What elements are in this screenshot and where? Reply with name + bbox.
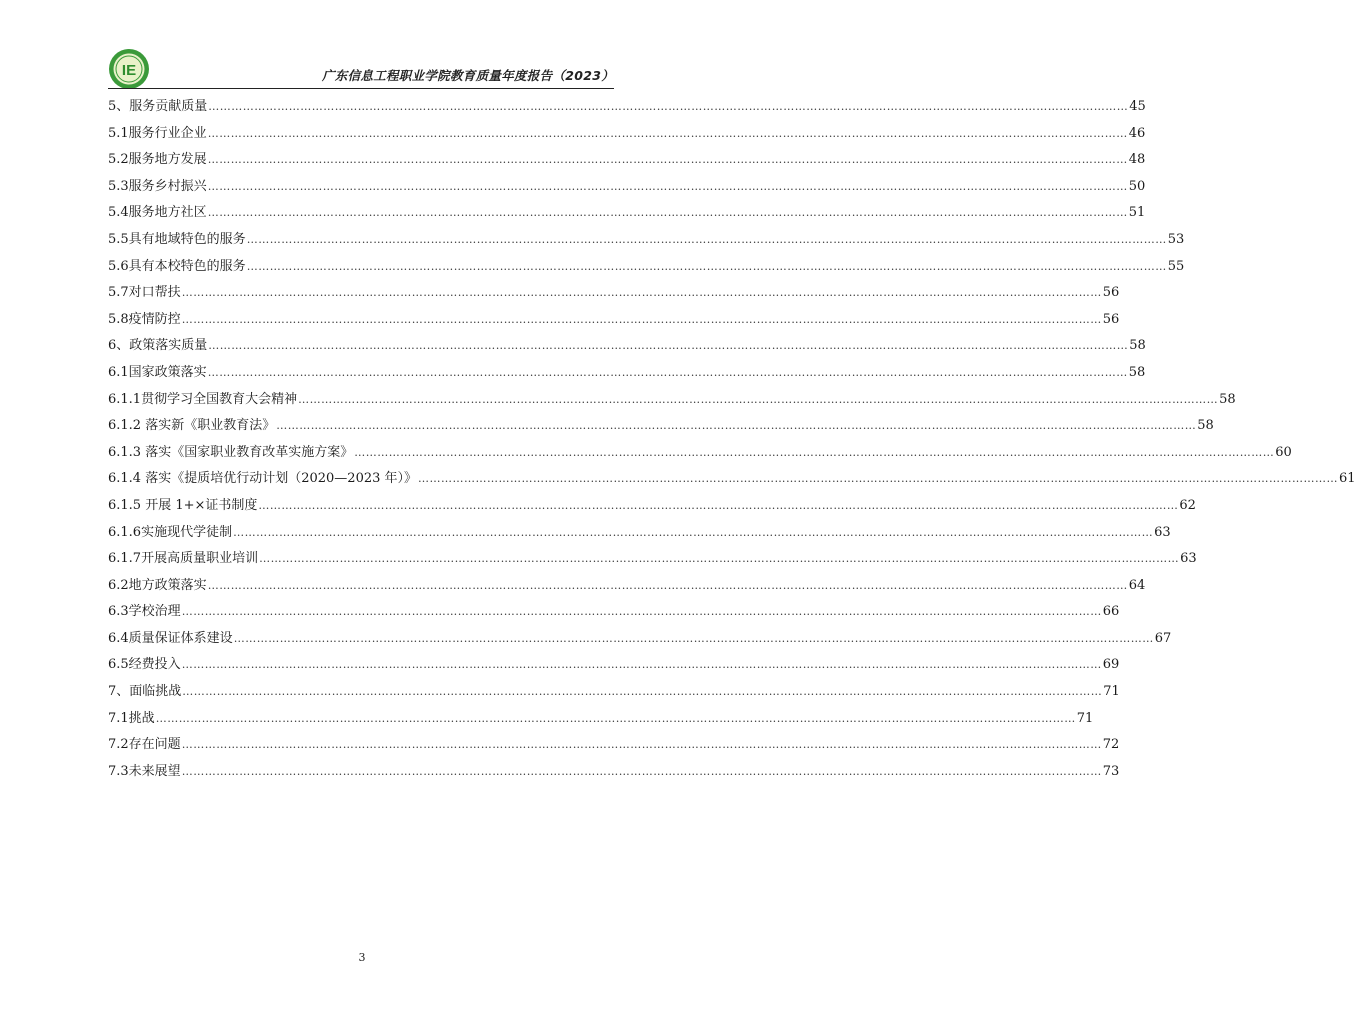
toc-leader-dots: …………………………………………………………………………………………………………………………………………………………………………………………………………………… (207, 126, 1128, 140)
toc-entry-label: 5.5具有地域特色的服务 (108, 231, 246, 247)
toc-entry-page: 46 (1128, 125, 1146, 141)
toc-entry-label: 6.1国家政策落实 (108, 364, 207, 380)
report-header-title: 广东信息工程职业学院教育质量年度报告（2023） (322, 68, 614, 83)
toc-entry[interactable] (108, 360, 1146, 387)
toc-entry[interactable] (108, 121, 1146, 148)
toc-entry-label: 6.5经费投入 (108, 657, 181, 673)
toc-leader-dots: …………………………………………………………………………………………………………………………………………………………………………………………………………………… (181, 738, 1102, 752)
toc-leader-dots: …………………………………………………………………………………………………………………………………………………………………………………………………………………… (207, 179, 1128, 193)
toc-entry-page: 63 (1154, 524, 1171, 540)
toc-entry[interactable] (108, 333, 1146, 360)
toc-entry[interactable] (108, 413, 1214, 440)
toc-entry-page: 63 (1180, 551, 1197, 567)
toc-leader-dots: …………………………………………………………………………………………………………………………………………………………………………………………………………………… (181, 286, 1102, 300)
toc-entry-label: 6.1.4 落实《提质培优行动计划（2020—2023 年）》 (108, 471, 418, 487)
toc-entry[interactable] (108, 200, 1146, 227)
toc-entry[interactable] (108, 254, 1185, 281)
toc-entry-label: 7.2存在问题 (108, 737, 181, 753)
header-rule (108, 88, 614, 89)
toc-leader-dots: …………………………………………………………………………………………………………………………………………………………………………………………………………………… (181, 605, 1102, 619)
toc-entry-label: 6.1.3 落实《国家职业教育改革实施方案》 (108, 444, 354, 460)
toc-entry[interactable] (108, 174, 1146, 201)
toc-entry-page: 51 (1128, 205, 1146, 221)
toc-entry-page: 55 (1167, 258, 1185, 274)
toc-entry[interactable] (108, 94, 1146, 121)
toc-leader-dots: …………………………………………………………………………………………………………………………………………………………………………………………………………………… (207, 365, 1128, 379)
toc-entry[interactable] (108, 440, 1292, 467)
toc-entry-label: 5.1服务行业企业 (108, 125, 207, 141)
toc-entry[interactable] (108, 147, 1146, 174)
toc-entry-label: 7.3未来展望 (108, 763, 181, 779)
toc-entry-page: 64 (1128, 577, 1146, 593)
toc-entry[interactable] (108, 227, 1185, 254)
svg-text:IE: IE (121, 62, 137, 79)
toc-entry[interactable] (108, 679, 1120, 706)
toc-entry-page: 72 (1102, 737, 1120, 753)
toc-leader-dots: …………………………………………………………………………………………………………………………………………………………………………………………………………………… (354, 445, 1275, 459)
toc-entry[interactable] (108, 546, 1197, 573)
toc-entry[interactable] (108, 573, 1146, 600)
toc-leader-dots: …………………………………………………………………………………………………………………………………………………………………………………………………………………… (246, 259, 1167, 273)
toc-entry[interactable] (108, 626, 1172, 653)
toc-entry[interactable] (108, 599, 1120, 626)
toc-entry-label: 6.1.2 落实新《职业教育法》 (108, 418, 276, 434)
toc-leader-dots: …………………………………………………………………………………………………………………………………………………………………………………………………………………… (182, 685, 1103, 699)
toc-entry[interactable] (108, 493, 1196, 520)
toc-entry-label: 5.6具有本校特色的服务 (108, 258, 246, 274)
toc-entry-label: 6.2地方政策落实 (108, 577, 207, 593)
page-number: 3 (358, 951, 366, 964)
toc-entry-label: 5.8疫情防控 (108, 311, 181, 327)
toc-entry-label: 7、面临挑战 (108, 684, 182, 700)
toc-leader-dots: …………………………………………………………………………………………………………………………………………………………………………………………………………………… (207, 153, 1128, 167)
toc-leader-dots: …………………………………………………………………………………………………………………………………………………………………………………………………………………… (418, 472, 1339, 486)
toc-leader-dots: …………………………………………………………………………………………………………………………………………………………………………………………………………………… (208, 339, 1129, 353)
toc-leader-dots: …………………………………………………………………………………………………………………………………………………………………………………………………………………… (155, 711, 1076, 725)
toc-entry-label: 7.1挑战 (108, 710, 155, 726)
toc-entry[interactable] (108, 387, 1236, 414)
toc-entry-page: 66 (1102, 604, 1120, 620)
toc-entry-page: 48 (1128, 152, 1146, 168)
toc-entry-page: 58 (1219, 391, 1236, 407)
toc-entry-label: 5、服务贡献质量 (108, 99, 208, 114)
toc-entry-label: 6.1.7开展高质量职业培训 (108, 551, 259, 567)
toc-leader-dots: …………………………………………………………………………………………………………………………………………………………………………………………………………………… (233, 525, 1154, 539)
toc-entry[interactable] (108, 307, 1120, 334)
toc-entry-label: 6.3学校治理 (108, 604, 181, 620)
toc-leader-dots: …………………………………………………………………………………………………………………………………………………………………………………………………………………… (259, 552, 1180, 566)
toc-entry[interactable] (108, 732, 1120, 759)
toc-entry[interactable] (108, 520, 1171, 547)
toc-leader-dots: …………………………………………………………………………………………………………………………………………………………………………………………………………………… (298, 392, 1219, 406)
toc-entry-label: 5.4服务地方社区 (108, 205, 207, 221)
toc-entry-label: 6.1.5 开展 1+×证书制度 (108, 497, 258, 513)
toc-leader-dots: …………………………………………………………………………………………………………………………………………………………………………………………………………………… (207, 206, 1128, 220)
toc-entry-page: 71 (1103, 684, 1120, 700)
toc-leader-dots: …………………………………………………………………………………………………………………………………………………………………………………………………………………… (181, 312, 1102, 326)
toc-entry-page: 60 (1275, 444, 1292, 460)
toc-entry-label: 5.7对口帮扶 (108, 285, 181, 301)
toc-entry-page: 50 (1128, 178, 1146, 194)
toc-leader-dots: …………………………………………………………………………………………………………………………………………………………………………………………………………………… (181, 764, 1102, 778)
toc-entry-page: 61 (1339, 471, 1356, 487)
toc-entry-page: 58 (1197, 418, 1214, 434)
toc-entry-page: 71 (1076, 710, 1094, 726)
toc-leader-dots: …………………………………………………………………………………………………………………………………………………………………………………………………………………… (258, 498, 1179, 512)
toc-entry-page: 69 (1102, 657, 1120, 673)
toc-entry-label: 6.1.1贯彻学习全国教育大会精神 (108, 391, 298, 407)
toc-entry-label: 6.1.6实施现代学徒制 (108, 524, 233, 540)
toc-entry-label: 6、政策落实质量 (108, 338, 208, 354)
toc-entry-page: 73 (1102, 763, 1120, 779)
toc-entry-page: 67 (1154, 630, 1172, 646)
toc-entry-label: 5.3服务乡村振兴 (108, 178, 207, 194)
toc-entry[interactable] (108, 466, 1356, 493)
toc-leader-dots: …………………………………………………………………………………………………………………………………………………………………………………………………………………… (246, 232, 1167, 246)
table-of-contents (108, 94, 1356, 785)
toc-entry-page: 53 (1167, 231, 1185, 247)
toc-leader-dots: …………………………………………………………………………………………………………………………………………………………………………………………………………………… (233, 631, 1154, 645)
toc-entry-page: 45 (1129, 99, 1146, 114)
toc-entry-page: 58 (1129, 338, 1146, 354)
toc-entry[interactable] (108, 280, 1120, 307)
toc-entry-page: 56 (1102, 285, 1120, 301)
toc-entry-page: 58 (1128, 364, 1146, 380)
toc-entry[interactable] (108, 652, 1120, 679)
toc-entry[interactable] (108, 706, 1094, 733)
toc-entry-page: 56 (1102, 311, 1120, 327)
toc-leader-dots: …………………………………………………………………………………………………………………………………………………………………………………………………………………… (181, 658, 1102, 672)
toc-entry[interactable] (108, 759, 1120, 786)
toc-leader-dots: …………………………………………………………………………………………………………………………………………………………………………………………………………………… (276, 419, 1197, 433)
toc-entry-label: 5.2服务地方发展 (108, 152, 207, 168)
toc-leader-dots: …………………………………………………………………………………………………………………………………………………………………………………………………………………… (207, 578, 1128, 592)
toc-entry-page: 62 (1179, 497, 1196, 513)
toc-entry-label: 6.4质量保证体系建设 (108, 630, 233, 646)
college-logo-icon (108, 48, 150, 90)
toc-leader-dots: …………………………………………………………………………………………………………………………………………………………………………………………………………………… (208, 100, 1129, 113)
